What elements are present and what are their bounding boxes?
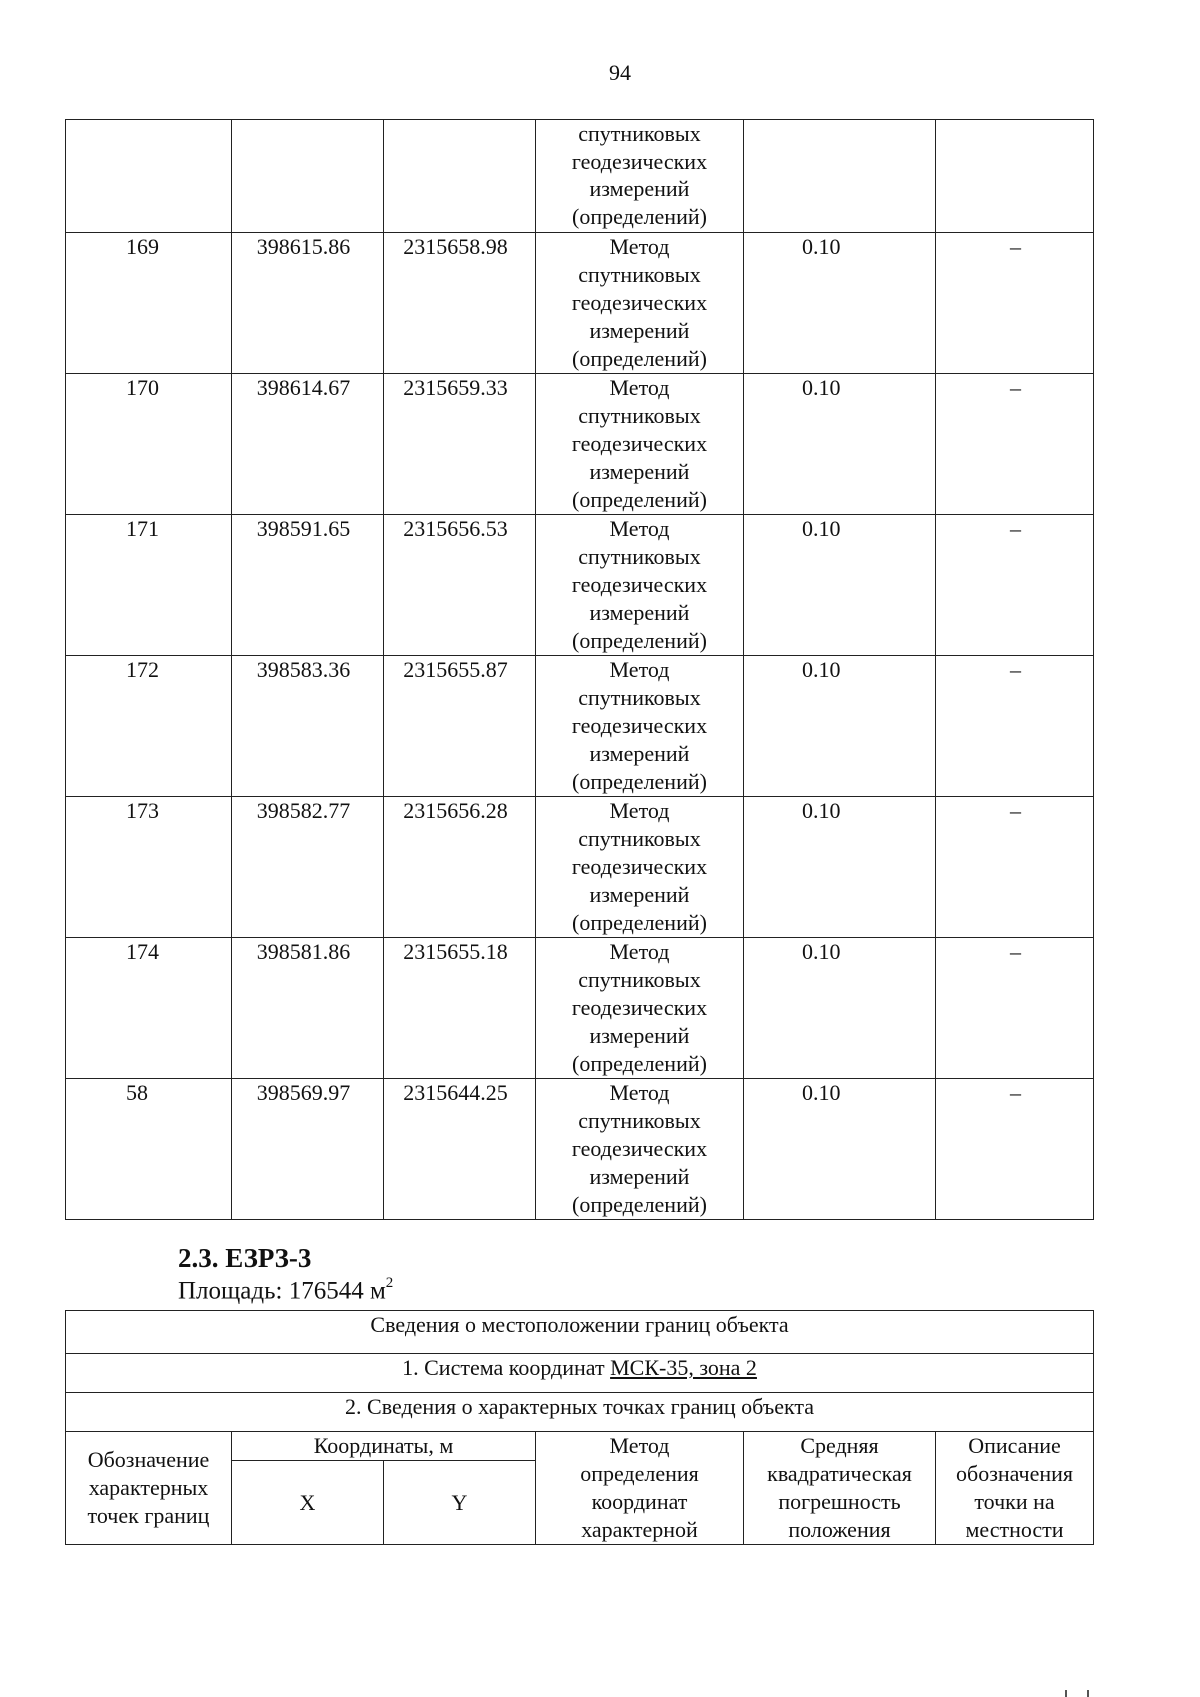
header-line: характерной bbox=[581, 1517, 698, 1542]
method-line: спутниковых bbox=[578, 685, 701, 710]
header-line: определения bbox=[580, 1461, 699, 1486]
header-line: характерных bbox=[88, 1475, 209, 1500]
area-label: Площадь: 176544 м bbox=[178, 1277, 386, 1305]
page-number: 94 bbox=[609, 60, 631, 85]
table-row-continuation bbox=[66, 120, 1094, 233]
column-header-error bbox=[744, 1432, 936, 1545]
error-cell: 0.10 bbox=[744, 374, 936, 515]
header-coordinate-system bbox=[66, 1354, 1094, 1393]
boundary-info-table bbox=[65, 1310, 1094, 1545]
method-line: измерений bbox=[589, 318, 690, 343]
header-line: Описание bbox=[968, 1433, 1061, 1458]
x-coordinate-cell: 398591.65 bbox=[232, 515, 384, 656]
method-cell bbox=[536, 233, 744, 374]
method-line: Метод bbox=[609, 939, 670, 964]
y-coordinate-cell: 2315659.33 bbox=[384, 374, 536, 515]
column-header-y: Y bbox=[384, 1461, 536, 1545]
method-cell bbox=[536, 797, 744, 938]
table-header-row bbox=[66, 1354, 1094, 1393]
method-line: спутниковых bbox=[578, 262, 701, 287]
method-line: геодезических bbox=[571, 854, 708, 879]
method-line: (определений) bbox=[572, 910, 707, 935]
x-coordinate-cell: 398615.86 bbox=[232, 233, 384, 374]
table-row bbox=[66, 1079, 1094, 1220]
point-number-cell: 58 bbox=[66, 1079, 232, 1220]
method-cell bbox=[536, 656, 744, 797]
method-line: Метод bbox=[609, 798, 670, 823]
y-coordinate-cell: 2315644.25 bbox=[384, 1079, 536, 1220]
error-cell: 0.10 bbox=[744, 938, 936, 1079]
table-row bbox=[66, 515, 1094, 656]
header-line: Обозначение bbox=[87, 1447, 210, 1472]
method-line: Метод bbox=[609, 234, 670, 259]
method-line: (определений) bbox=[572, 487, 707, 512]
header-line: погрешность bbox=[778, 1489, 901, 1514]
error-cell: 0.10 bbox=[744, 233, 936, 374]
header-boundary-points: 2. Сведения о характерных точках границ объекта bbox=[66, 1393, 1094, 1432]
header-line: обозначения bbox=[956, 1461, 1074, 1486]
method-line: спутниковых bbox=[578, 121, 701, 146]
error-cell: 0.10 bbox=[744, 656, 936, 797]
section-title: 2.3. ЕЗРЗ-3 bbox=[178, 1243, 312, 1273]
column-header-description bbox=[936, 1432, 1094, 1545]
header-line: точек границ bbox=[87, 1503, 210, 1528]
point-number-cell: 171 bbox=[66, 515, 232, 656]
method-line: геодезических bbox=[571, 572, 708, 597]
table-header-row bbox=[66, 1311, 1094, 1354]
method-cell bbox=[536, 120, 744, 233]
description-cell: – bbox=[936, 797, 1094, 938]
method-line: измерений bbox=[589, 741, 690, 766]
method-line: спутниковых bbox=[578, 967, 701, 992]
method-line: геодезических bbox=[571, 995, 708, 1020]
header-line: квадратическая bbox=[767, 1461, 912, 1486]
error-cell: 0.10 bbox=[744, 797, 936, 938]
x-coordinate-cell: 398581.86 bbox=[232, 938, 384, 1079]
method-cell bbox=[536, 1079, 744, 1220]
header-line: точки на bbox=[974, 1489, 1055, 1514]
method-line: спутниковых bbox=[578, 826, 701, 851]
description-cell: – bbox=[936, 233, 1094, 374]
table-row bbox=[66, 374, 1094, 515]
description-cell bbox=[936, 120, 1094, 233]
method-cell bbox=[536, 515, 744, 656]
method-line: (определений) bbox=[572, 628, 707, 653]
method-line: Метод bbox=[609, 657, 670, 682]
coordinate-system-prefix: 1. Система координат bbox=[402, 1355, 611, 1380]
method-line: измерений bbox=[589, 600, 690, 625]
method-line: измерений bbox=[589, 1023, 690, 1048]
y-coordinate-cell: 2315658.98 bbox=[384, 233, 536, 374]
table-row bbox=[66, 656, 1094, 797]
method-line: геодезических bbox=[571, 148, 708, 174]
header-line: Средняя bbox=[800, 1433, 879, 1458]
method-line: (определений) bbox=[572, 203, 707, 229]
point-number-cell: 173 bbox=[66, 797, 232, 938]
method-line: Метод bbox=[609, 375, 670, 400]
area-unit-superscript: 2 bbox=[385, 1275, 394, 1291]
error-cell: 0.10 bbox=[744, 515, 936, 656]
description-cell: – bbox=[936, 374, 1094, 515]
method-line: (определений) bbox=[572, 769, 707, 794]
description-cell: – bbox=[936, 515, 1094, 656]
area-line bbox=[178, 1277, 393, 1305]
method-line: измерений bbox=[589, 459, 690, 484]
method-line: спутниковых bbox=[578, 403, 701, 428]
method-line: геодезических bbox=[571, 431, 708, 456]
description-cell: – bbox=[936, 656, 1094, 797]
method-line: Метод bbox=[609, 1080, 670, 1105]
y-cell bbox=[384, 120, 536, 233]
header-line: местности bbox=[965, 1517, 1064, 1542]
method-line: измерений bbox=[589, 1164, 690, 1189]
table-row bbox=[66, 938, 1094, 1079]
error-cell: 0.10 bbox=[744, 1079, 936, 1220]
x-coordinate-cell: 398614.67 bbox=[232, 374, 384, 515]
table-row bbox=[66, 233, 1094, 374]
scan-mark bbox=[1065, 1690, 1089, 1697]
coordinates-table-body bbox=[66, 120, 1094, 1220]
point-number-cell: 174 bbox=[66, 938, 232, 1079]
coordinate-system-name: МСК-35, зона 2 bbox=[610, 1355, 757, 1380]
table-header-row bbox=[66, 1393, 1094, 1432]
method-cell bbox=[536, 938, 744, 1079]
x-coordinate-cell: 398569.97 bbox=[232, 1079, 384, 1220]
column-header-x: X bbox=[232, 1461, 384, 1545]
method-line: спутниковых bbox=[578, 544, 701, 569]
y-coordinate-cell: 2315655.18 bbox=[384, 938, 536, 1079]
column-header-coordinates: Координаты, м bbox=[232, 1432, 536, 1461]
column-header-row bbox=[66, 1432, 1094, 1461]
coordinates-table bbox=[65, 119, 1094, 1220]
table-row bbox=[66, 797, 1094, 938]
method-line: геодезических bbox=[571, 713, 708, 738]
method-line: геодезических bbox=[571, 290, 708, 315]
method-line: Метод bbox=[609, 516, 670, 541]
header-line: координат bbox=[591, 1489, 688, 1514]
method-line: геодезических bbox=[571, 1136, 708, 1161]
method-line: спутниковых bbox=[578, 1108, 701, 1133]
method-cell bbox=[536, 374, 744, 515]
point-number-cell: 172 bbox=[66, 656, 232, 797]
method-line: (определений) bbox=[572, 1192, 707, 1217]
y-coordinate-cell: 2315655.87 bbox=[384, 656, 536, 797]
method-line: измерений bbox=[589, 882, 690, 907]
header-line: положения bbox=[788, 1517, 891, 1542]
column-header-point bbox=[66, 1432, 232, 1545]
y-coordinate-cell: 2315656.28 bbox=[384, 797, 536, 938]
y-coordinate-cell: 2315656.53 bbox=[384, 515, 536, 656]
description-cell: – bbox=[936, 938, 1094, 1079]
header-location-info: Сведения о местоположении границ объекта bbox=[66, 1311, 1094, 1354]
description-cell: – bbox=[936, 1079, 1094, 1220]
method-line: (определений) bbox=[572, 1051, 707, 1076]
x-cell bbox=[232, 120, 384, 233]
x-coordinate-cell: 398582.77 bbox=[232, 797, 384, 938]
x-coordinate-cell: 398583.36 bbox=[232, 656, 384, 797]
header-line: Метод bbox=[609, 1433, 670, 1458]
point-number-cell: 170 bbox=[66, 374, 232, 515]
method-line: измерений bbox=[589, 176, 690, 201]
point-number-cell: 169 bbox=[66, 233, 232, 374]
column-header-method bbox=[536, 1432, 744, 1545]
method-line: (определений) bbox=[572, 346, 707, 371]
point-cell bbox=[66, 120, 232, 233]
error-cell bbox=[744, 120, 936, 233]
